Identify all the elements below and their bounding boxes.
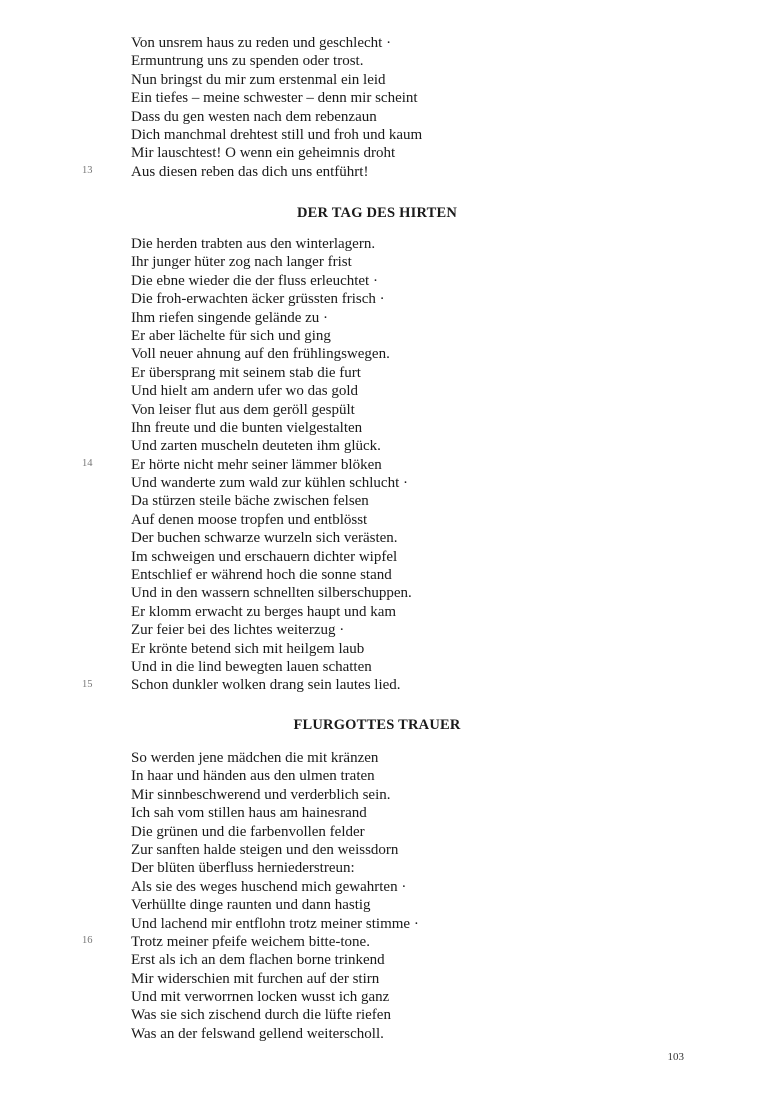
verse-line: Voll neuer ahnung auf den frühlingswegen. xyxy=(131,346,390,363)
line-number: 13 xyxy=(82,165,93,176)
verse-line: Ihr junger hüter zog nach langer frist xyxy=(131,254,352,271)
verse-line: Ein tiefes – meine schwester – denn mir scheint xyxy=(131,90,418,107)
verse-line: In haar und händen aus den ulmen traten xyxy=(131,768,375,785)
verse-line: Die grünen und die farbenvollen felder xyxy=(131,823,365,840)
verse-line: Der buchen schwarze wurzeln sich verästen. xyxy=(131,530,398,547)
verse-line: Erst als ich an dem flachen borne trinkend xyxy=(131,952,385,969)
verse-line: Und wanderte zum wald zur kühlen schlucht · xyxy=(131,475,408,492)
verse-line: Und zarten muscheln deuteten ihm glück. xyxy=(131,438,381,455)
verse-line: Entschlief er während hoch die sonne stand xyxy=(131,567,392,584)
verse-line: Trotz meiner pfeife weichem bitte-tone. xyxy=(131,933,370,950)
line-number: 16 xyxy=(82,935,93,946)
verse-line: Ihn freute und die bunten vielgestalten xyxy=(131,419,363,436)
poem-continuation xyxy=(131,34,731,181)
verse-line: Die herden trabten aus den winterlagern. xyxy=(131,236,376,252)
verse-line: Ihm riefen singende gelände zu · xyxy=(131,309,328,326)
line-number: 14 xyxy=(82,458,93,469)
verse-line: Zur sanften halde steigen und den weissdorn xyxy=(131,841,399,858)
verse-line: Und lachend mir entflohn trotz meiner stimme · xyxy=(131,915,419,932)
verse-line: Der blüten überfluss herniederstreun: xyxy=(131,860,355,877)
verse-line: Nun bringst du mir zum erstenmal ein leid xyxy=(131,71,386,88)
verse-line: So werden jene mädchen die mit kränzen xyxy=(131,750,379,766)
verse-line: Er aber lächelte für sich und ging xyxy=(131,327,331,344)
poem-body xyxy=(131,235,731,695)
verse-line: Was an der felswand gellend weiterscholl. xyxy=(131,1025,384,1042)
verse-line: Mir sinnbeschwerend und verderblich sein. xyxy=(131,786,391,803)
verse-line: Aus diesen reben das dich uns entführt! xyxy=(131,163,369,180)
verse-line: Verhüllte dinge raunten und dann hastig xyxy=(131,897,371,914)
verse-line: Mir widerschien mit furchen auf der stirn xyxy=(131,970,380,987)
verse-line: Auf denen moose tropfen und entblösst xyxy=(131,511,368,528)
verse-line: Ich sah vom stillen haus am hainesrand xyxy=(131,805,367,822)
poem-body xyxy=(131,749,731,1043)
verse-line: Die ebne wieder die der fluss erleuchtet · xyxy=(131,272,378,289)
page-number: 103 xyxy=(667,1051,684,1063)
verse-line: Dass du gen westen nach dem rebenzaun xyxy=(131,108,377,125)
verse-line: Da stürzen steile bäche zwischen felsen xyxy=(131,493,369,510)
verse-line: Im schweigen und erschauern dichter wipfel xyxy=(131,548,398,565)
verse-line: Er krönte betend sich mit heilgem laub xyxy=(131,640,365,657)
verse-line: Die froh-erwachten äcker grüssten frisch · xyxy=(131,291,385,308)
verse-line: Zur feier bei des lichtes weiterzug · xyxy=(131,622,345,639)
verse-line: Schon dunkler wolken drang sein lautes lied. xyxy=(131,677,401,694)
verse-line: Mir lauschtest! O wenn ein geheimnis droht xyxy=(131,145,396,162)
poem-title: FLURGOTTES TRAUER xyxy=(293,717,461,733)
verse-line: Und in den wassern schnellten silberschuppen. xyxy=(131,585,412,602)
verse-line: Von unsrem haus zu reden und geschlecht · xyxy=(131,35,392,51)
verse-line: Ermuntrung uns zu spenden oder trost. xyxy=(131,53,364,70)
verse-line: Dich manchmal drehtest still und froh und kaum xyxy=(131,126,423,143)
verse-line: Er klomm erwacht zu berges haupt und kam xyxy=(131,603,397,620)
verse-line: Und mit verworrnen locken wusst ich ganz xyxy=(131,989,390,1006)
verse-line: Von leiser flut aus dem geröll gespült xyxy=(131,401,355,418)
verse-line: Und in die lind bewegten lauen schatten xyxy=(131,658,372,675)
verse-line: Und hielt am andern ufer wo das gold xyxy=(131,383,359,400)
verse-line: Er hörte nicht mehr seiner lämmer blöken xyxy=(131,456,382,473)
verse-line: Was sie sich zischend durch die lüfte riefen xyxy=(131,1007,391,1024)
line-number: 15 xyxy=(82,679,93,690)
verse-line: Er übersprang mit seinem stab die furt xyxy=(131,364,361,381)
poem-title: DER TAG DES HIRTEN xyxy=(296,205,458,221)
verse-line: Als sie des weges huschend mich gewahrten · xyxy=(131,878,407,895)
